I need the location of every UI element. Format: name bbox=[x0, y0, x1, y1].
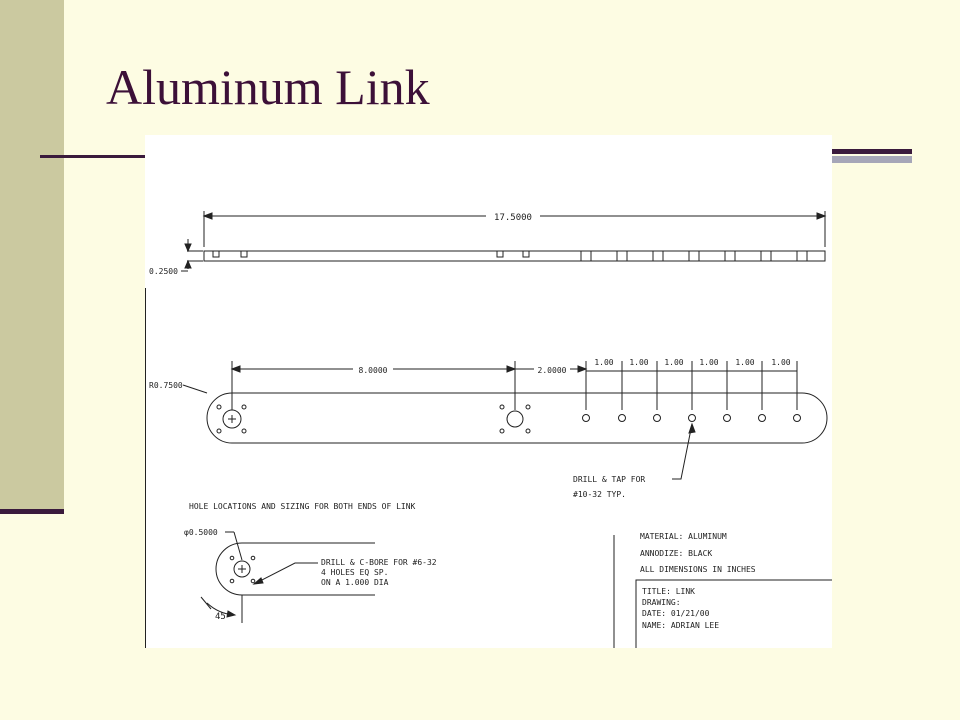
pitch-label-6: 1.00 bbox=[771, 358, 791, 367]
sidebar-rule bbox=[0, 509, 64, 514]
link-outline bbox=[207, 393, 827, 443]
side-view bbox=[149, 211, 825, 276]
detail-heading: HOLE LOCATIONS AND SIZING FOR BOTH ENDS OF LINK bbox=[189, 502, 416, 511]
technical-drawing bbox=[145, 135, 832, 648]
thickness-label: 0.2500 bbox=[149, 267, 178, 276]
cbore-note-line3: ON A 1.000 DIA bbox=[321, 578, 389, 587]
end-detail bbox=[184, 502, 437, 623]
sidebar-band bbox=[0, 0, 64, 512]
slide-title: Aluminum Link bbox=[106, 59, 430, 115]
side-profile bbox=[204, 251, 825, 261]
title-rule-right-grey bbox=[832, 156, 912, 163]
units-note: ALL DIMENSIONS IN INCHES bbox=[640, 565, 756, 574]
cbore-note-line2: 4 HOLES EQ SP. bbox=[321, 568, 389, 577]
pitch-label-1: 1.00 bbox=[594, 358, 614, 367]
pitch-label-2: 1.00 bbox=[629, 358, 649, 367]
pitch-label-5: 1.00 bbox=[735, 358, 755, 367]
pitch-label-3: 1.00 bbox=[664, 358, 684, 367]
hole-diameter-label: φ0.5000 bbox=[184, 528, 218, 537]
material-note: MATERIAL: ALUMINUM bbox=[640, 532, 727, 541]
title-rule-left bbox=[40, 155, 146, 158]
second-spacing-label: 2.0000 bbox=[537, 366, 567, 375]
title-block-name: NAME: ADRIAN LEE bbox=[642, 621, 720, 630]
material-notes bbox=[640, 532, 756, 574]
title-block-title: TITLE: LINK bbox=[642, 587, 695, 596]
pitch-label-4: 1.00 bbox=[699, 358, 719, 367]
overall-length-label: 17.5000 bbox=[494, 213, 532, 223]
title-block-date: DATE: 01/21/00 bbox=[642, 609, 710, 618]
cbore-note-line1: DRILL & C-BORE FOR #6-32 bbox=[321, 558, 437, 567]
tap-note-line1: DRILL & TAP FOR bbox=[573, 475, 646, 484]
pitch-dimensions bbox=[586, 358, 797, 410]
finish-note: ANNODIZE: BLACK bbox=[640, 549, 713, 558]
tap-note-line2: #10-32 TYP. bbox=[573, 490, 626, 499]
title-block-drawing: DRAWING: bbox=[642, 598, 681, 607]
plan-view bbox=[149, 358, 827, 499]
main-spacing-label: 8.0000 bbox=[358, 366, 388, 375]
angle-label: 45° bbox=[215, 612, 232, 622]
end-radius-label: R0.7500 bbox=[149, 381, 183, 390]
title-rule-right-dark bbox=[832, 149, 912, 154]
tapped-holes bbox=[583, 415, 801, 422]
